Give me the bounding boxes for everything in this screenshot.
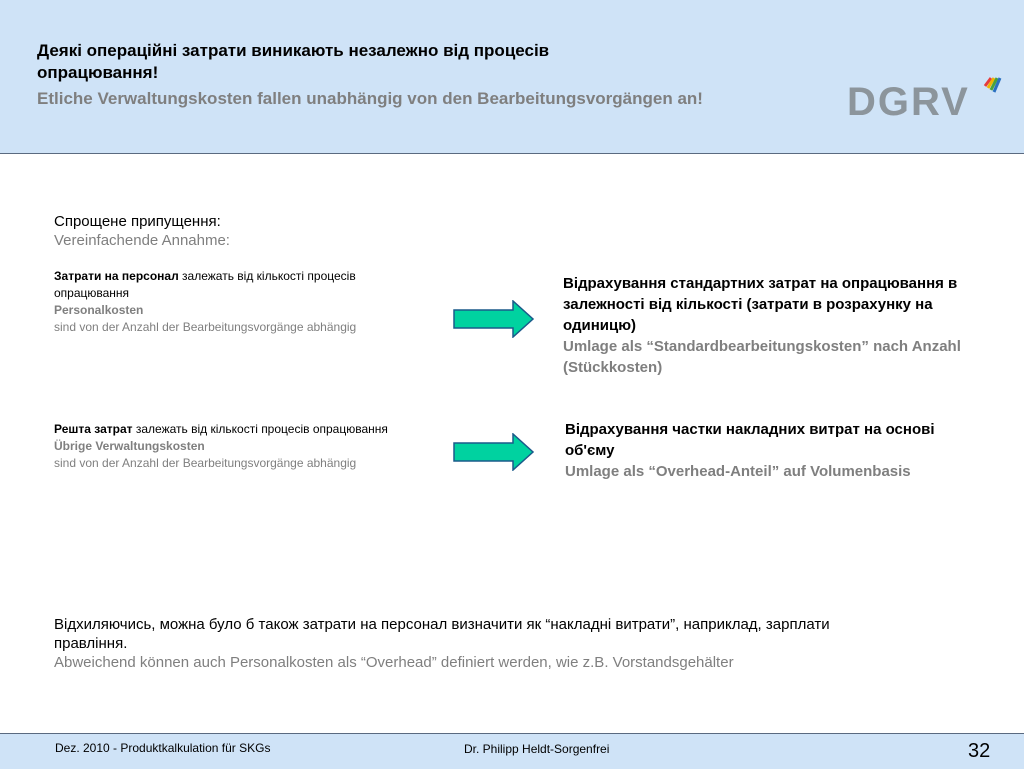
row2-left-de-rest: sind von der Anzahl der Bearbeitungsvorgänge abhängig	[54, 456, 357, 470]
row1-left-rest: залежать від кількості процесів опрацювання	[54, 269, 356, 300]
row2-left-de-bold: Übrige Verwaltungskosten	[54, 439, 205, 453]
note-uk: Відхиляючись, можна було б також затрати на персонал визначити як “накладні витрати”, наприклад, зарплати правління.	[54, 616, 830, 652]
dgrv-logo	[845, 74, 1005, 124]
assumption-de: Vereinfachende Annahme:	[54, 232, 230, 249]
logo-text: DGRV	[847, 80, 970, 124]
slide-header	[0, 0, 1024, 154]
row2-left	[54, 421, 454, 472]
row1-left	[54, 268, 434, 336]
row2-left-bold: Решта затрат	[54, 422, 133, 436]
row1-left-bold: Затрати на персонал	[54, 269, 179, 283]
footer-left: Dez. 2010 - Produktkalkulation für SKGs	[55, 741, 271, 755]
note-block	[54, 615, 904, 672]
row2-right-de: Umlage als “Overhead-Anteil” auf Volumenbasis	[565, 463, 911, 480]
assumption-block	[54, 212, 230, 250]
assumption-uk: Спрощене припущення:	[54, 213, 221, 230]
row1-right	[563, 273, 973, 378]
title-uk-line1: Деякі операційні затрати виникають незалежно від процесів	[37, 41, 550, 60]
row2-right	[565, 419, 985, 482]
arrow-right-icon	[453, 300, 535, 338]
row1-right-de: Umlage als “Standardbearbeitungskosten” nach Anzahl (Stückkosten)	[563, 338, 961, 376]
row2-left-rest: залежать від кількості процесів опрацювання	[132, 422, 388, 436]
page-number: 32	[968, 740, 991, 762]
row1-left-de-bold: Personalkosten	[54, 303, 144, 317]
title-ukrainian	[37, 40, 797, 84]
note-de: Abweichend können auch Personalkosten als “Overhead” definiert werden, wie z.B. Vorstandsgehälter	[54, 654, 734, 671]
footer-author: Dr. Philipp Heldt-Sorgenfrei	[464, 742, 610, 756]
title-german: Etliche Verwaltungskosten fallen unabhängig von den Bearbeitungsvorgängen an!	[37, 89, 703, 108]
arrow-right-icon	[453, 433, 535, 471]
slide-footer	[0, 733, 1024, 769]
title-uk-line2: опрацювання!	[37, 63, 159, 82]
row1-right-uk: Відрахування стандартних затрат на опрацювання в залежності від кількості (затрати в розрахунку на одиницю)	[563, 275, 958, 334]
row2-right-uk: Відрахування частки накладних витрат на основі об'єму	[565, 421, 935, 459]
row1-left-de-rest: sind von der Anzahl der Bearbeitungsvorgänge abhängig	[54, 320, 357, 334]
